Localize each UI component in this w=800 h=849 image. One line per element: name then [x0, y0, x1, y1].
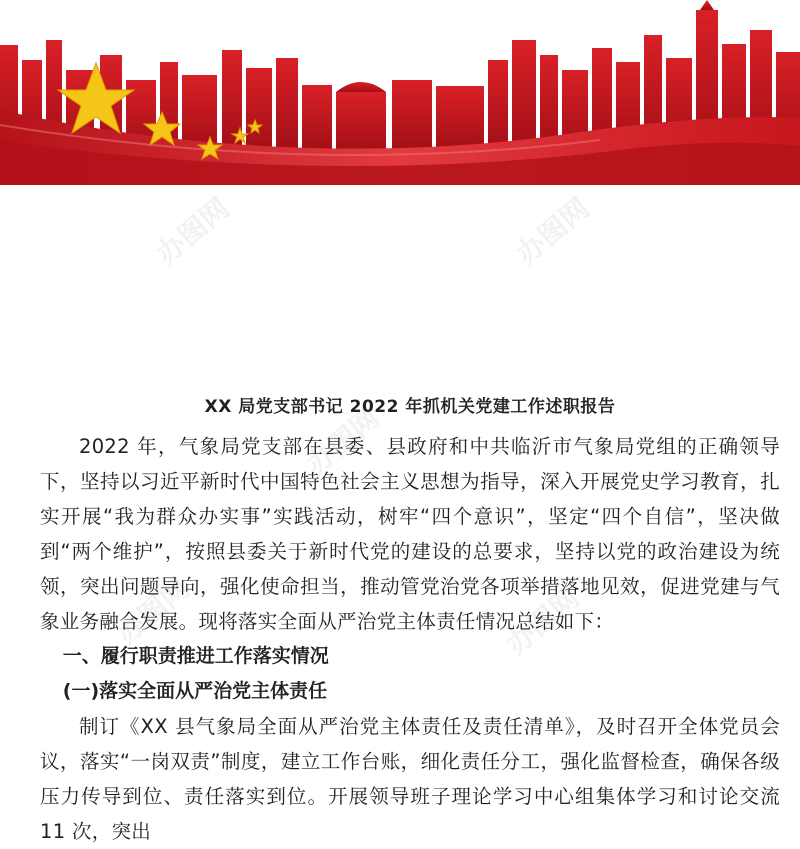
watermark-text: 办图网 — [150, 191, 236, 271]
city-skyline-graphic — [0, 0, 800, 185]
document-title: XX 局党支部书记 2022 年抓机关党建工作述职报告 — [204, 397, 616, 417]
section-heading: 一、履行职责推进工作落实情况 — [62, 645, 329, 667]
intro-paragraph: 2022 年，气象局党支部在县委、县政府和中共临沂市气象局党组的正确领导下，坚持以习近平新时代中国特色社会主义思想为指导，深入开展党史学习教育，扎实开展“我为群众办实事”实践活动，树牢“四个意识”，坚定“四个自信”，坚决做到“两个维护”，按照县委关于新时代党的建设的总要求，坚持以党的政治建设为统领，突出问题导向，强化使命担当，推动管党治党各项举措落地见效，促进党建与气象业务融合发展。现将落实全面从严治党主体责任情况总结如下： — [40, 435, 780, 633]
body-paragraph: 制订《XX 县气象局全面从严治党主体责任及责任清单》，及时召开全体党员会议，落实“一岗双责”制度，建立工作台账，细化责任分工，强化监督检查，确保各级压力传导到位、责任落实到位。开展领导班子理论学习中心组集体学习和讨论交流 11 次，突出 — [40, 715, 780, 843]
watermark-text: 办图网 — [110, 571, 196, 651]
header-banner — [0, 0, 800, 185]
subsection-heading: (一)落实全面从严治党主体责任 — [62, 680, 328, 702]
watermark-text: 办图网 — [300, 401, 386, 481]
watermark-text: 办图网 — [500, 581, 586, 661]
document-body — [40, 392, 780, 849]
watermark-text: 办图网 — [510, 191, 596, 271]
